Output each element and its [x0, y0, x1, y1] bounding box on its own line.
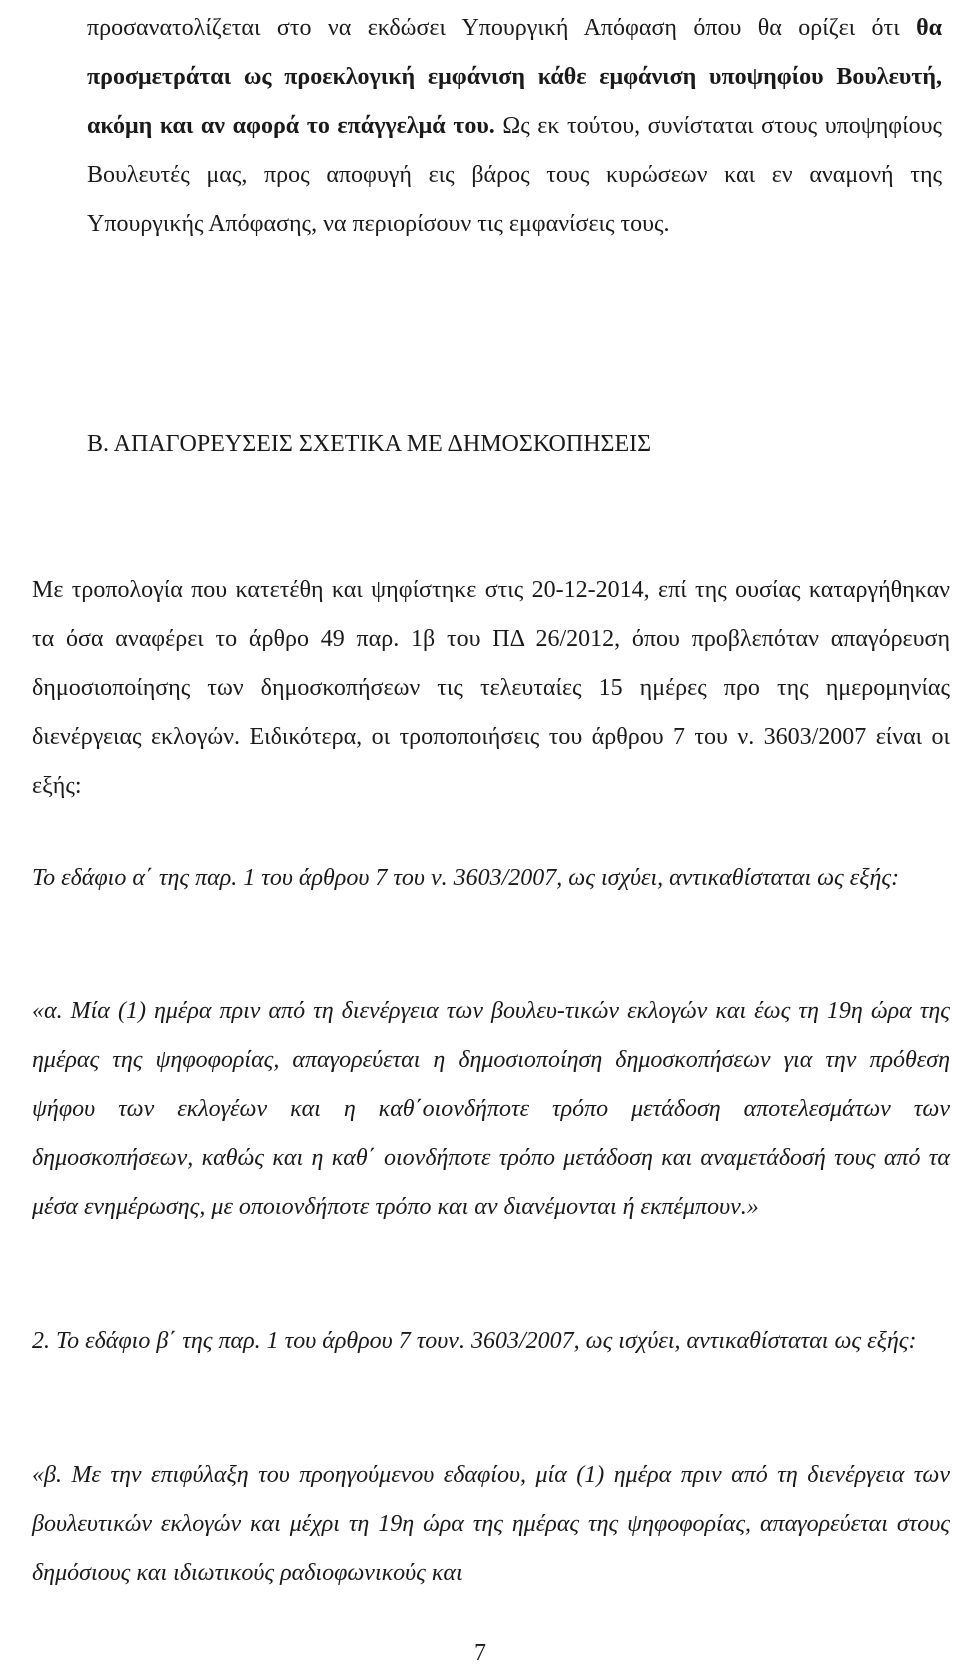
item-a-quote: «α. Μία (1) ημέρα πριν από τη διενέργεια των βουλευ-τικών εκλογών και έως τη 19η ώρα της ημέρας της ψηφοφορίας, απαγορεύεται η δημοσιοποίηση δημοσκοπήσεων για την πρόθεση ψήφου των εκλογέων και η καθ΄οιονδήποτε τρόπο μετάδοση αποτελεσμάτων των δημοσκοπήσεων, καθώς και η καθ΄ οιονδήποτε τρόπο μετάδοση και αναμετάδοσή τους από τα μέσα ενημέρωσης, με οποιονδήποτε τρόπο και αν διανέμονται ή εκπέμπουν.» [32, 998, 950, 1220]
intro-paragraph [87, 4, 942, 249]
item-b-quote: «β. Με την επιφύλαξη του προηγούμενου εδαφίου, μία (1) ημέρα πριν από τη διενέργεια των βουλευτικών εκλογών και μέχρι τη 19η ώρα της ημέρας της ψηφοφορίας, απαγορεύεται στους δημόσιους και ιδιωτικούς ραδιοφωνικούς και [32, 1462, 950, 1586]
item-a-intro: Το εδάφιο α΄ της παρ. 1 του άρθρου 7 του ν. 3603/2007, ως ισχύει, αντικαθίσταται ως εξής: [32, 865, 900, 891]
page-number: 7 [474, 1640, 486, 1666]
section-b-heading: Β. ΑΠΑΓΟΡΕΥΣΕΙΣ ΣΧΕΤΙΚΑ ΜΕ ΔΗΜΟΣΚΟΠΗΣΕΙΣ [87, 431, 652, 457]
item-b-intro: 2. Το εδάφιο β΄ της παρ. 1 του άρθρου 7 τουν. 3603/2007, ως ισχύει, αντικαθίσταται ως εξής: [32, 1328, 917, 1354]
amendment-paragraph: Με τροπολογία που κατετέθη και ψηφίστηκε στις 20-12-2014, επί της ουσίας καταργήθηκαν τα όσα αναφέρει το άρθρο 49 παρ. 1β του ΠΔ 26/2012, όπου προβλεπόταν απαγόρευση δημοσιοποίησης των δημοσκοπήσεων τις τελευταίες 15 ημέρες προ της ημερομηνίας διενέργειας εκλογών. Ειδικότερα, οι τροποποιήσεις του άρθρου 7 του ν. 3603/2007 είναι οι εξής: [32, 577, 950, 799]
intro-text-bold: θα προσμετράται ως προεκλογική εμφάνιση κάθε εμφάνιση υποψηφίου Βουλευτή, ακόμη και αν αφορά το επάγγελμά του. [87, 15, 942, 139]
intro-text-2: Ως εκ τούτου, συνίσταται στους υποψηφίους Βουλευτές μας, προς αποφυγή εις βάρος τους κυρώσεων και εν αναμονή της Υπουργικής Απόφασης, να περιορίσουν τις εμφανίσεις τους. [87, 113, 942, 237]
intro-text-1: προσανατολίζεται στο να εκδώσει Υπουργική Απόφαση όπου θα ορίζει ότι [87, 15, 917, 41]
